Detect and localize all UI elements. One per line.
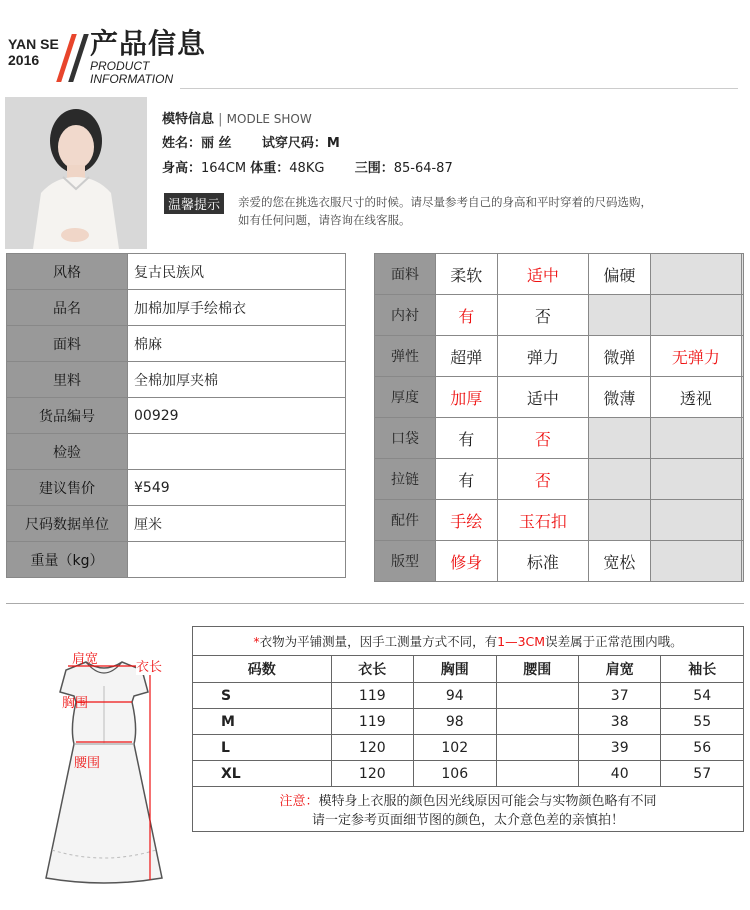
feature-option: 偏硬 (589, 254, 651, 295)
feature-option: 透视 (650, 377, 741, 418)
product-row (7, 362, 346, 398)
size-cell: 120 (331, 761, 413, 787)
size-cell: 40 (578, 761, 660, 787)
model-photo (5, 97, 147, 249)
chest-label: 胸围 (62, 696, 89, 711)
feature-option: 宽松 (589, 541, 651, 582)
feature-option: 手绘 (436, 500, 498, 541)
product-key: 里料 (7, 362, 128, 398)
product-value: 00929 (128, 398, 346, 434)
feature-option: 有 (436, 295, 498, 336)
product-row (7, 434, 346, 470)
footer-row (193, 787, 744, 832)
measure-note: *衣物为平铺测量，因手工测量方式不同，有1—3CM误差属于正常范围内哦。 (193, 627, 744, 656)
feature-option: 有 (436, 459, 498, 500)
page-title: 产品信息 (90, 27, 207, 60)
feature-empty-cell (650, 418, 741, 459)
feature-empty-cell (742, 377, 744, 418)
feature-empty-cell (589, 459, 651, 500)
feature-key: 口袋 (375, 418, 436, 459)
product-row (7, 470, 346, 506)
feature-empty-cell (650, 459, 741, 500)
section-divider (6, 603, 744, 604)
size-cell: 39 (578, 735, 660, 761)
feature-key: 面料 (375, 254, 436, 295)
size-cell: 94 (414, 683, 496, 709)
product-value: 厘米 (128, 506, 346, 542)
feature-option: 玉石扣 (497, 500, 588, 541)
feature-option: 标准 (497, 541, 588, 582)
product-value: ¥549 (128, 470, 346, 506)
feature-empty-cell (589, 418, 651, 459)
size-cell: 54 (661, 683, 744, 709)
feature-key: 厚度 (375, 377, 436, 418)
feature-empty-cell (650, 295, 741, 336)
feature-empty-cell (650, 254, 741, 295)
size-header-cell: 肩宽 (578, 656, 660, 683)
footer-label: 注意： (279, 794, 319, 809)
size-header-cell: 码数 (193, 656, 332, 683)
brand-logo (8, 36, 59, 68)
feature-option: 弹力 (497, 336, 588, 377)
feature-row (375, 336, 744, 377)
size-table (192, 626, 744, 832)
feature-option: 否 (497, 418, 588, 459)
size-cell: 106 (414, 761, 496, 787)
size-cell: S (193, 683, 332, 709)
product-row (7, 254, 346, 290)
feature-row (375, 377, 744, 418)
feature-row (375, 541, 744, 582)
product-key: 面料 (7, 326, 128, 362)
model-body-row: 身高：164CM 体重：48KG 三围：85-64-87 (162, 161, 453, 176)
feature-key: 配件 (375, 500, 436, 541)
size-cell: 38 (578, 709, 660, 735)
product-info-table (6, 253, 346, 578)
size-cell: 119 (331, 683, 413, 709)
tip-line-1: 亲爱的您在挑选衣服尺寸的时候。请尽量参考自己的身高和平时穿着的尺码选购， (238, 195, 652, 209)
product-row (7, 506, 346, 542)
feature-empty-cell (742, 500, 744, 541)
size-row (193, 761, 744, 787)
size-header-cell: 腰围 (496, 656, 578, 683)
size-header-cell: 胸围 (414, 656, 496, 683)
feature-row (375, 459, 744, 500)
feature-key: 弹性 (375, 336, 436, 377)
feature-key: 拉链 (375, 459, 436, 500)
brand-year: 2016 (8, 52, 40, 68)
size-cell: L (193, 735, 332, 761)
product-key: 尺码数据单位 (7, 506, 128, 542)
product-key: 建议售价 (7, 470, 128, 506)
feature-empty-cell (742, 541, 744, 582)
feature-row (375, 500, 744, 541)
dress-diagram (34, 640, 174, 895)
feature-empty-cell (742, 418, 744, 459)
feature-empty-cell (589, 500, 651, 541)
footer-line-1: 注意：模特身上衣服的颜色因光线原因可能会与实物颜色略有不同 (279, 794, 657, 809)
size-cell: 55 (661, 709, 744, 735)
product-value: 加棉加厚手绘棉衣 (128, 290, 346, 326)
length-label: 衣长 (136, 656, 162, 675)
feature-empty-cell (742, 336, 744, 377)
product-row (7, 290, 346, 326)
feature-option: 超弹 (436, 336, 498, 377)
size-cell: M (193, 709, 332, 735)
product-value (128, 542, 346, 578)
size-row (193, 709, 744, 735)
feature-empty-cell (742, 459, 744, 500)
feature-empty-cell (650, 541, 741, 582)
size-cell (496, 735, 578, 761)
model-section-title: 模特信息 | MODLE SHOW (162, 112, 312, 127)
feature-key: 内衬 (375, 295, 436, 336)
feature-option: 适中 (497, 254, 588, 295)
feature-option: 适中 (497, 377, 588, 418)
size-cell: 102 (414, 735, 496, 761)
brand-name: YAN SE (8, 36, 59, 52)
product-key: 风格 (7, 254, 128, 290)
feature-option: 无弹力 (650, 336, 741, 377)
feature-option: 柔软 (436, 254, 498, 295)
feature-row (375, 254, 744, 295)
size-row (193, 683, 744, 709)
size-footer-note (193, 787, 744, 832)
product-value: 复古民族风 (128, 254, 346, 290)
feature-empty-cell (742, 295, 744, 336)
size-cell: 119 (331, 709, 413, 735)
product-key: 品名 (7, 290, 128, 326)
feature-option: 加厚 (436, 377, 498, 418)
feature-option: 微薄 (589, 377, 651, 418)
size-cell (496, 709, 578, 735)
feature-option: 修身 (436, 541, 498, 582)
product-key: 重量（kg） (7, 542, 128, 578)
feature-table (374, 253, 744, 582)
size-header-row (193, 656, 744, 683)
feature-key: 版型 (375, 541, 436, 582)
size-cell (496, 761, 578, 787)
size-header-cell: 袖长 (661, 656, 744, 683)
size-cell: 98 (414, 709, 496, 735)
product-value (128, 434, 346, 470)
product-value: 棉麻 (128, 326, 346, 362)
feature-empty-cell (742, 254, 744, 295)
feature-empty-cell (589, 295, 651, 336)
tip-line-2: 如有任何问题，请咨询在线客服。 (238, 213, 411, 227)
feature-option: 微弹 (589, 336, 651, 377)
header-divider (180, 88, 738, 89)
page-subtitle: PRODUCT INFORMATION (90, 59, 174, 86)
product-value: 全棉加厚夹棉 (128, 362, 346, 398)
product-row (7, 542, 346, 578)
size-cell: 57 (661, 761, 744, 787)
feature-option: 否 (497, 459, 588, 500)
product-row (7, 398, 346, 434)
feature-row (375, 418, 744, 459)
size-cell (496, 683, 578, 709)
footer-line-2: 请一定参考页面细节图的颜色，太介意色差的亲慎拍！ (311, 813, 624, 828)
feature-option: 有 (436, 418, 498, 459)
product-row (7, 326, 346, 362)
model-name-row: 姓名：丽 丝 试穿尺码：M (162, 136, 340, 151)
feature-empty-cell (650, 500, 741, 541)
feature-option: 否 (497, 295, 588, 336)
size-row (193, 735, 744, 761)
shoulder-label: 肩宽 (72, 652, 99, 667)
product-key: 检验 (7, 434, 128, 470)
tip-badge: 温馨提示 (164, 193, 224, 214)
product-key: 货品编号 (7, 398, 128, 434)
size-cell: 37 (578, 683, 660, 709)
size-header-cell: 衣长 (331, 656, 413, 683)
size-cell: XL (193, 761, 332, 787)
size-cell: 56 (661, 735, 744, 761)
waist-label: 腰围 (74, 756, 101, 771)
size-cell: 120 (331, 735, 413, 761)
feature-row (375, 295, 744, 336)
